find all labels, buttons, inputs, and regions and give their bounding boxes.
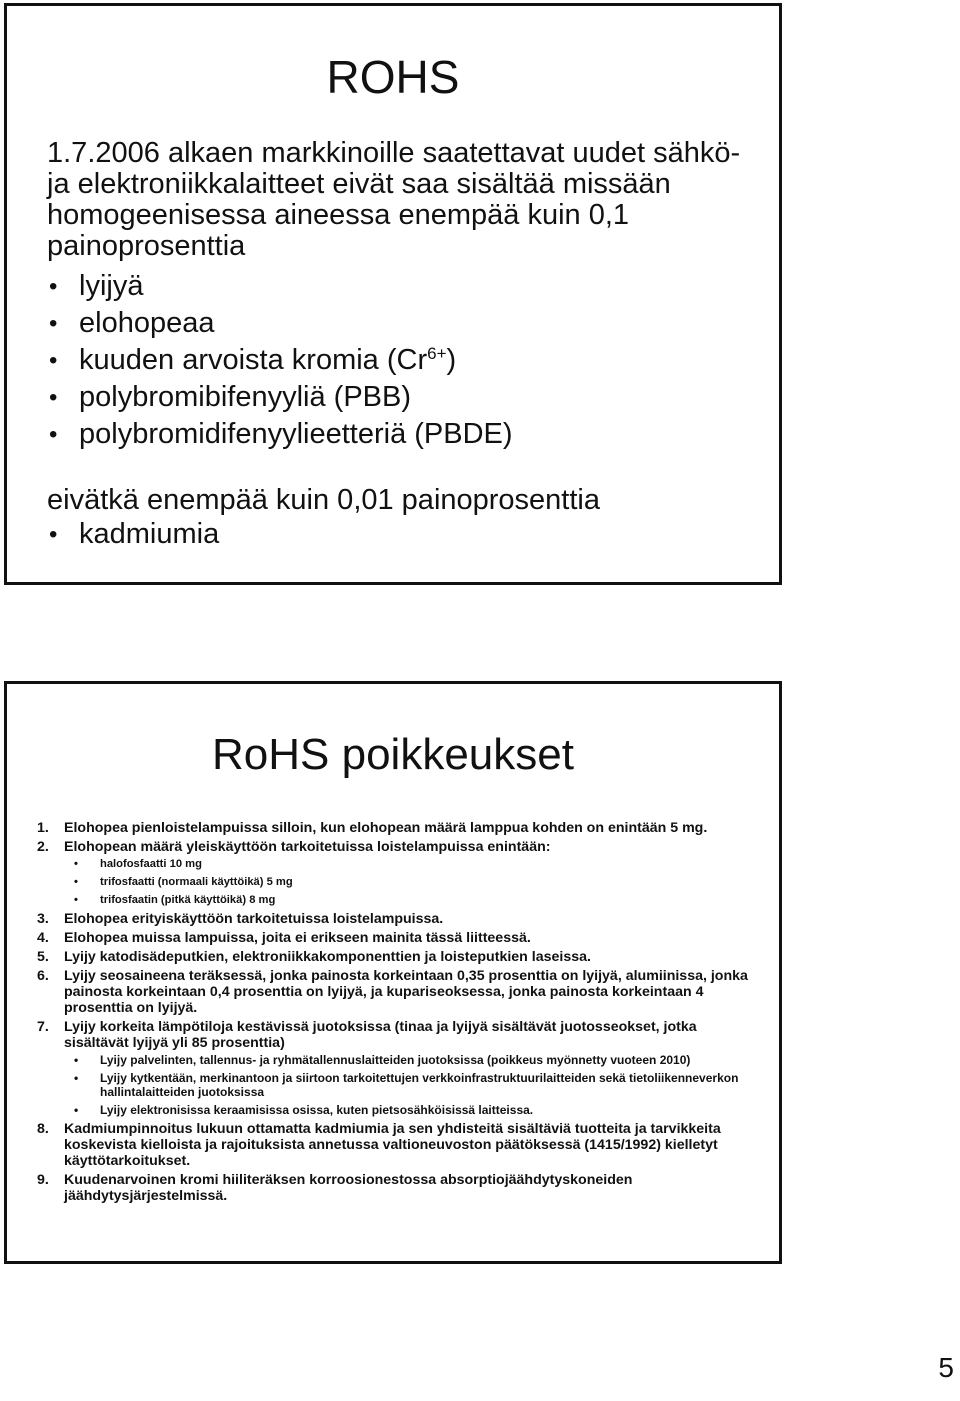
item-text: Elohopea muissa lampuissa, joita ei erikseen mainita tässä liitteessä.: [64, 930, 531, 946]
item-number: 3.: [37, 911, 49, 927]
oxidation-state: 6+: [427, 344, 447, 363]
item-text: Elohopea pienloistelampuissa silloin, kun elohopean määrä lamppua kohden on enintään 5 mg.: [64, 820, 708, 836]
slide-rohs: [4, 3, 782, 585]
sub-list: [64, 857, 757, 907]
chromium-text: kuuden arvoista kromia (Cr: [79, 344, 428, 376]
slide-rohs-exceptions: [4, 681, 782, 1264]
second-intro-text: eivätkä enempää kuin 0,01 painoprosenttia: [47, 484, 600, 516]
item-text: Lyijy korkeita lämpötiloja kestävissä juotoksissa (tinaa ja lyijyä sisältävät juotosseokset, jotka sisältävät lyijyä yli 85 prosenttia): [64, 1019, 697, 1051]
item-number: 1.: [37, 820, 49, 836]
list-item: • polybromidifenyylieetteriä (PBDE): [47, 416, 767, 453]
chromium-close: ): [446, 344, 457, 376]
sub-item: • trifosfaatti (normaali käyttöikä) 5 mg: [64, 875, 757, 889]
item-text: Elohopean määrä yleiskäyttöön tarkoitetuissa loistelampuissa enintään:: [64, 839, 551, 855]
slide-title: ROHS: [326, 51, 460, 103]
list-item: • lyijyä: [47, 268, 767, 305]
list-item-chromium: [47, 342, 767, 379]
item-number: 4.: [37, 930, 49, 946]
exception-item: [37, 968, 757, 1016]
exception-item: [37, 949, 757, 965]
substance-list: [47, 268, 767, 453]
sub-item: • Lyijy elektronisissa keraamisissa osissa, kuten pietsosähköisissä laitteissa.: [64, 1103, 757, 1117]
exception-item: [37, 839, 757, 907]
sub-item: • trifosfaatin (pitkä käyttöikä) 8 mg: [64, 893, 757, 907]
exception-item: [37, 1172, 757, 1204]
item-text: Lyijy seosaineena teräksessä, jonka painosta korkeintaan 0,35 prosenttia on lyijyä, alumiinissa, jonka painosta korkeintaan 0,4 prosenttia on lyijyä, ja kupariseoksessa, jonka painosta korkeintaan 4 prosenttia on lyijyä.: [64, 968, 748, 1016]
item-text: Lyijy katodisädeputkien, elektroniikkakomponenttien ja loisteputkien laseissa.: [64, 949, 591, 965]
sub-item: • Lyijy palvelinten, tallennus- ja ryhmätallennuslaitteiden juotoksissa (poikkeus myönnetty vuoteen 2010): [64, 1053, 757, 1067]
item-text: Elohopea erityiskäyttöön tarkoitetuissa loistelampuissa.: [64, 911, 444, 927]
item-number: 8.: [37, 1121, 49, 1137]
list-item: • kadmiumia: [47, 516, 767, 553]
slide-body: [47, 138, 767, 553]
page-number: 5: [938, 1352, 954, 1383]
list-item: • polybromibifenyyliä (PBB): [47, 379, 767, 416]
item-text: Kadmiumpinnoitus lukuun ottamatta kadmiumia ja sen yhdisteitä sisältäviä tuotteita ja tarvikkeita koskevista kielloista ja rajoituksista annetussa valtioneuvoston päätöksessä (1415/1992) kielletyt käyttötarkoitukset.: [64, 1121, 721, 1169]
item-number: 2.: [37, 839, 49, 855]
exception-item: [37, 1121, 757, 1169]
intro-text: 1.7.2006 alkaen markkinoille saatettavat uudet sähkö- ja elektroniikkalaitteet eivät saa sisältää missään homogeenisessa aineessa enempää kuin 0,1 painoprosenttia: [47, 137, 741, 262]
item-number: 7.: [37, 1019, 49, 1035]
exceptions-body: [37, 820, 757, 1207]
cadmium-list: [47, 516, 767, 553]
sub-list: [64, 1053, 757, 1117]
item-number: 5.: [37, 949, 49, 965]
exception-item: [37, 820, 757, 836]
sub-item: • Lyijy kytkentään, merkinantoon ja siirtoon tarkoitettujen verkkoinfrastruktuurilaitteiden sekä tietoliikenneverkon hallintalaitteiden juotoksissa: [64, 1071, 757, 1099]
item-number: 6.: [37, 968, 49, 984]
slide-title: RoHS poikkeukset: [212, 730, 574, 779]
item-number: 9.: [37, 1172, 49, 1188]
exception-item: [37, 911, 757, 927]
list-item: • elohopeaa: [47, 305, 767, 342]
item-text: Kuudenarvoinen kromi hiiliteräksen korroosionestossa absorptiojäähdytyskoneiden jäähdytysjärjestelmissä.: [64, 1172, 633, 1204]
sub-item: • halofosfaatti 10 mg: [64, 857, 757, 871]
exception-item: [37, 1019, 757, 1117]
exception-item: [37, 930, 757, 946]
exceptions-list: [37, 820, 757, 1204]
